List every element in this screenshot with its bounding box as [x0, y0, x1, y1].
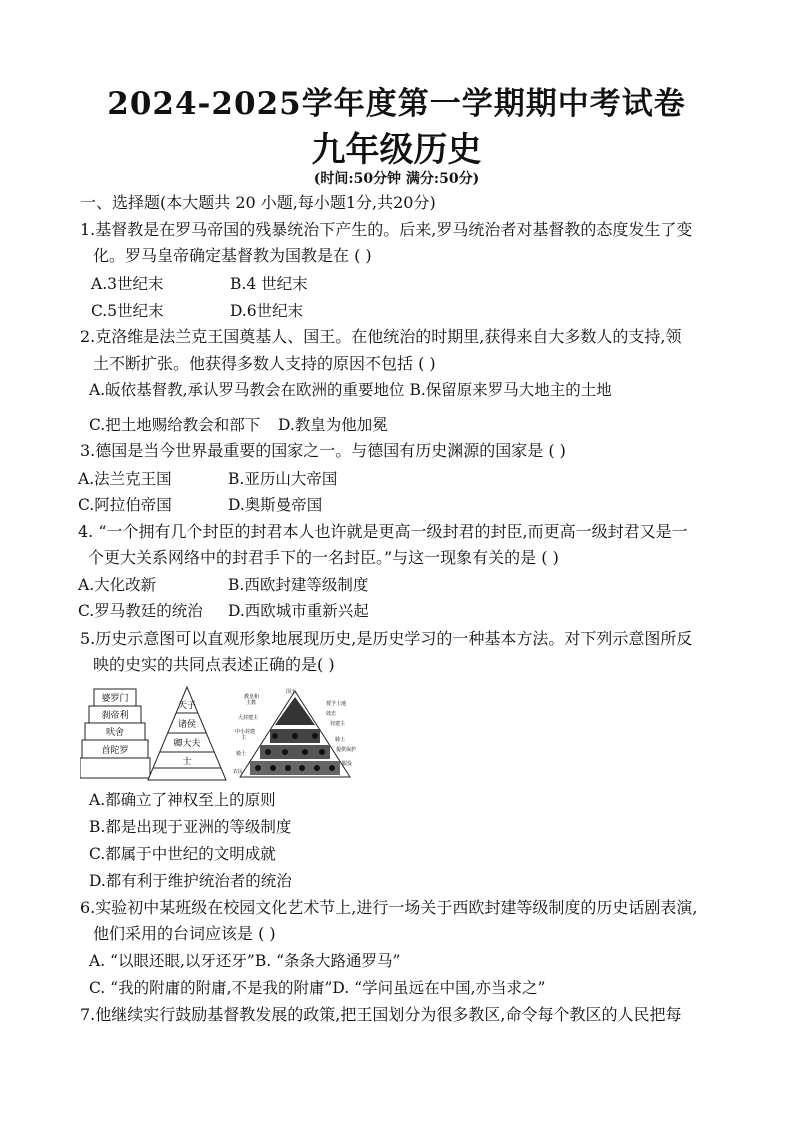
q6-stem-line-1: 6.实验初中某班级在校园文化艺术节上,进行一场关于西欧封建等级制度的历史话剧表演,	[80, 898, 698, 917]
zhou-qingdafu: 卿大夫	[173, 739, 201, 749]
zhou-shi: 士	[182, 757, 192, 767]
hierarchy-figure	[80, 685, 380, 785]
feudal-label-peasant: 农民	[233, 769, 244, 775]
section-heading: 一、选择题(本大题共 20 小题,每小题1分,共20分)	[80, 193, 436, 212]
q1-option-b: B.4 世纪末	[230, 275, 308, 293]
q4-option-a: A.大化改新	[78, 576, 157, 594]
feudal-label-pope: 教皇和	[244, 694, 260, 700]
q1-option-c: C.5世纪末	[91, 302, 164, 320]
varna-shudra: 首陀罗	[101, 746, 129, 756]
q5-option-a: A.都确立了神权至上的原则	[89, 791, 276, 809]
q5-stem-line-1: 5.历史示意图可以直观形象地展现历史,是历史学习的一种基本方法。对下列示意图所反	[80, 629, 693, 648]
q6-option-ab: A. “以眼还眼,以牙还牙”B. “条条大路通罗马”	[89, 952, 401, 970]
q1-stem-line-1: 1.基督教是在罗马帝国的残暴统治下产生的。后来,罗马统治者对基督教的态度发生了变	[80, 220, 693, 239]
feudal-label-knight: 骑士	[236, 751, 247, 757]
q2-stem-line-1: 2.克洛维是法兰克王国奠基人、国王。在他统治的时期里,获得来自大多数人的支持,领	[80, 327, 682, 346]
feudal-label-bishop: 主教	[246, 700, 257, 706]
q4-option-c: C.罗马教廷的统治	[78, 602, 203, 620]
feudal-label-king: 国王	[286, 689, 297, 695]
q6-option-cd: C. “我的附庸的附庸,不是我的附庸”D. “学问虽远在中国,亦当求之”	[89, 979, 546, 997]
feudal-label-allegiance: 效忠	[326, 711, 337, 717]
feudal-label-grant-land: 授予土地	[326, 701, 347, 707]
exam-subtitle: 九年级历史	[311, 130, 482, 170]
q4-stem-line-2: 个更大关系网络中的封君手下的一名封臣。”与这一现象有关的是 ( )	[88, 548, 559, 567]
q4-option-d: D.西欧城市重新兴起	[228, 602, 369, 620]
varna-pyramid	[80, 689, 150, 778]
feudal-label-service: 服役	[342, 761, 353, 767]
zhou-zhuhou: 诸侯	[177, 720, 197, 730]
q2-option-d: D.教皇为他加冕	[278, 416, 388, 434]
q1-option-a: A.3世纪末	[91, 275, 164, 293]
q3-stem: 3.德国是当今世界最重要的国家之一。与德国有历史渊源的国家是 ( )	[80, 441, 566, 460]
q5-option-d: D.都有利于维护统治者的统治	[89, 872, 292, 890]
zhou-tianzi: 天子	[177, 701, 197, 711]
q4-option-b: B.西欧封建等级制度	[228, 576, 369, 594]
q6-stem-line-2: 他们采用的台词应该是 ( )	[93, 924, 276, 943]
q5-option-b: B.都是出现于亚洲的等级制度	[89, 818, 292, 836]
q3-option-b: B.亚历山大帝国	[228, 470, 338, 488]
feudal-label-lesser-lord: 中小封建	[235, 729, 256, 735]
q4-stem-line-1: 4. “一个拥有几个封臣的封君本人也许就是更高一级封君的封臣,而更高一级封君又是一	[78, 522, 688, 541]
feudal-label-protection: 提供保护	[336, 747, 357, 753]
q5-stem-line-2: 映的史实的共同点表述正确的是( )	[93, 655, 335, 674]
feudal-label-lord-suffix: 主	[241, 735, 247, 741]
q3-option-a: A.法兰克王国	[78, 470, 172, 488]
q5-option-c: C.都属于中世纪的文明成就	[89, 845, 276, 863]
feudal-pyramid	[233, 688, 356, 777]
q3-option-c: C.阿拉伯帝国	[78, 496, 172, 514]
feudal-label-knight-right: 骑士	[335, 737, 346, 743]
varna-kshatriya: 刹帝利	[101, 711, 129, 721]
q1-stem-line-2: 化。罗马皇帝确定基督教为国教是在 ( )	[93, 246, 372, 265]
hierarchy-diagrams	[80, 685, 380, 785]
zhou-pyramid	[148, 687, 226, 780]
varna-brahmin: 婆罗门	[101, 694, 129, 704]
q2-stem-line-2: 土不断扩张。他获得多数人支持的原因不包括 ( )	[93, 354, 436, 373]
q1-option-d: D.6世纪末	[230, 302, 304, 320]
feudal-label-great-lord: 大封建主	[238, 715, 259, 721]
feudal-label-lord: 封建主	[330, 721, 346, 727]
exam-meta: (时间:50分钟 满分:50分)	[313, 171, 480, 187]
q2-option-ab: A.皈依基督教,承认罗马教会在欧洲的重要地位 B.保留原来罗马大地主的土地	[89, 381, 612, 399]
varna-vaishya: 吠舍	[105, 728, 125, 738]
q3-option-d: D.奥斯曼帝国	[228, 496, 323, 514]
exam-title: 2024-2025学年度第一学期期中考试卷	[107, 86, 686, 122]
q2-option-c: C.把土地赐给教会和部下	[89, 416, 261, 434]
q7-stem-line-1: 7.他继续实行鼓励基督教发展的政策,把王国划分为很多教区,命令每个教区的人民把每	[80, 1005, 682, 1024]
